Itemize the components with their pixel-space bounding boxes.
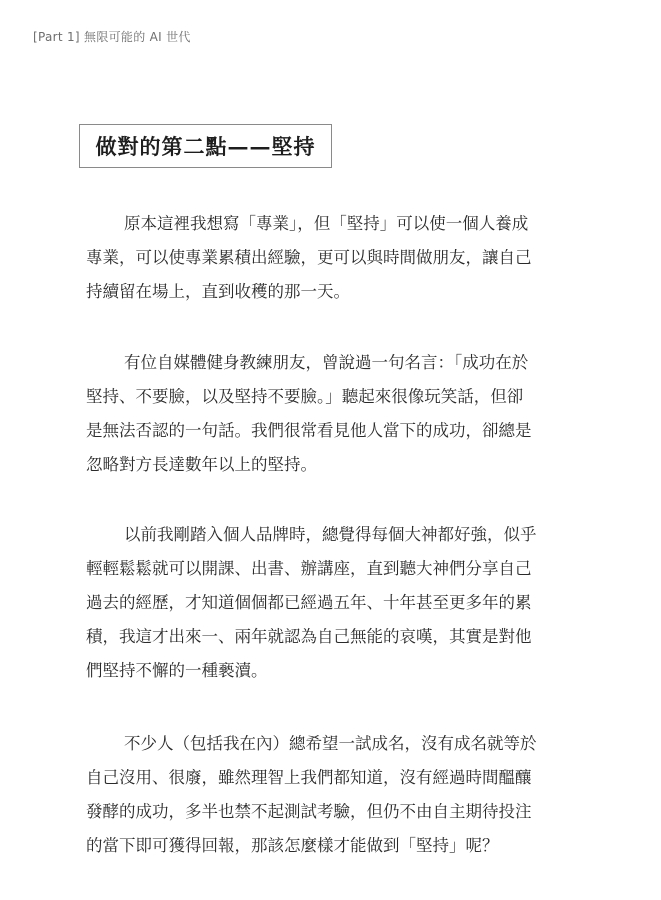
running-header: [Part 1] 無限可能的 AI 世代 (33, 30, 191, 44)
paragraph-line: 不少人（包括我在內）總希望一試成名，沒有成名就等於 (124, 734, 537, 753)
paragraph-line: 忽略對方長達數年以上的堅持。 (86, 455, 317, 474)
section-title: 做對的第二點——堅持 (95, 134, 316, 159)
paragraph-line: 們堅持不懈的一種褻瀆。 (86, 661, 268, 680)
paragraph-line: 輕輕鬆鬆就可以開課、出書、辦講座，直到聽大神們分享自己 (86, 559, 532, 578)
paragraph-3 (86, 518, 576, 688)
paragraph-line: 過去的經歷，才知道個個都已經過五年、十年甚至更多年的累 (86, 593, 532, 612)
paragraph-line: 專業，可以使專業累積出經驗，更可以與時間做朋友，讓自己 (86, 248, 532, 267)
paragraph-line: 發酵的成功，多半也禁不起測試考驗，但仍不由自主期待投注 (86, 802, 532, 821)
paragraph-line: 持續留在場上，直到收穫的那一天。 (86, 282, 350, 301)
paragraph-line: 堅持、不要臉，以及堅持不要臉。」聽起來很像玩笑話，但卻 (86, 387, 524, 406)
paragraph-2 (86, 346, 576, 482)
paragraph-line: 自己沒用、很廢，雖然理智上我們都知道，沒有經過時間醞釀 (86, 768, 532, 787)
paragraph-line: 是無法否認的一句話。我們很常看見他人當下的成功，卻總是 (86, 421, 532, 440)
paragraph-1 (86, 207, 576, 309)
section-title-box (79, 124, 332, 168)
paragraph-line: 積，我這才出來一、兩年就認為自己無能的哀嘆，其實是對他 (86, 627, 532, 646)
paragraph-line: 以前我剛踏入個人品牌時，總覺得每個大神都好強，似乎 (124, 525, 537, 544)
paragraph-line: 原本這裡我想寫「專業」，但「堅持」可以使一個人養成 (124, 214, 529, 233)
paragraph-line: 的當下即可獲得回報，那該怎麼樣才能做到「堅持」呢？ (86, 836, 499, 855)
paragraph-4 (86, 727, 576, 863)
paragraph-line: 有位自媒體健身教練朋友，曾說過一句名言：「成功在於 (124, 353, 529, 372)
